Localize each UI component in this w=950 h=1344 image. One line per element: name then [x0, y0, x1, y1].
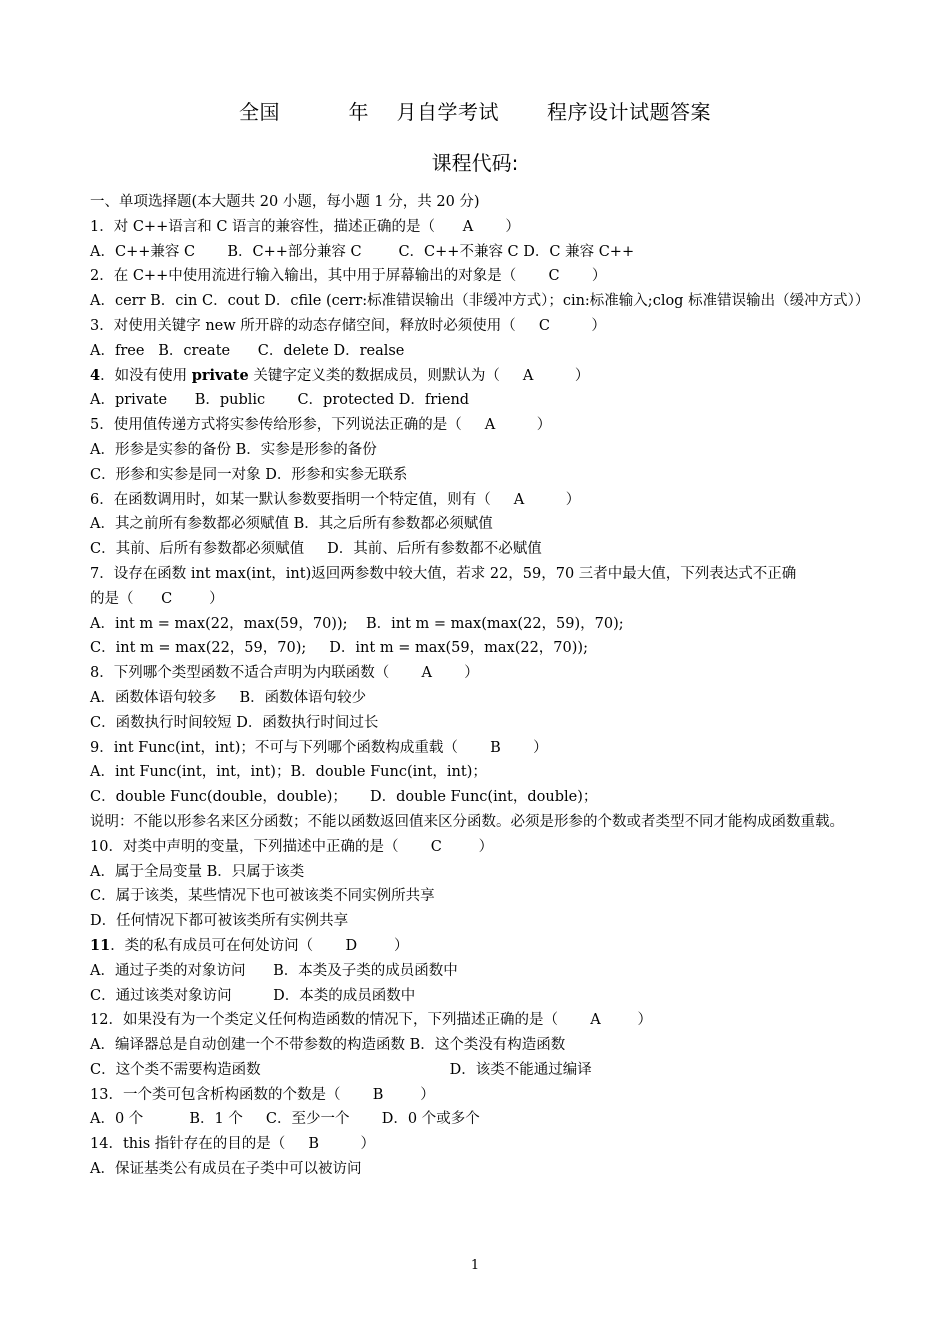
- question-5-options-cd: C．形参和实参是同一对象 D．形参和实参无联系: [90, 466, 408, 483]
- question-13-options: A．0 个 B．1 个 C．至少一个 D．0 个或多个: [90, 1111, 480, 1128]
- question-10-option-c: C．属于该类，某些情况下也可被该类不同实例所共享: [90, 888, 435, 905]
- question-10-options-ab: A．属于全局变量 B．只属于该类: [90, 863, 305, 880]
- question-8-options-cd: C．函数执行时间较短 D．函数执行时间过长: [90, 714, 379, 731]
- question-9-stem: 9．int Func(int，int)；不可与下列哪个函数构成重载（ B ）: [90, 739, 548, 756]
- question-9-options-ab: A．int Func(int，int，int)；B．double Func(int，int)；: [90, 764, 487, 781]
- page-number: 1: [470, 1258, 480, 1273]
- question-6-options-ab: A．其之前所有参数都必须赋值 B．其之后所有参数都必须赋值: [90, 516, 493, 533]
- question-4-keyword: private: [191, 366, 249, 384]
- question-14-option-a: A．保证基类公有成员在子类中可以被访问: [90, 1161, 362, 1178]
- section-heading: 一、单项选择题(本大题共 20 小题，每小题 1 分，共 20 分): [90, 194, 480, 210]
- question-4-stem-post: 关键字定义类的数据成员，则默认为（ A ）: [248, 367, 590, 384]
- question-12-options-cd: C．这个类不需要构造函数 D．该类不能通过编译: [90, 1061, 592, 1078]
- question-11-stem: [90, 934, 936, 959]
- question-2-stem: 2．在 C++中使用流进行输入输出，其中用于屏幕输出的对象是（ C ）: [90, 268, 607, 285]
- question-6-options-cd: C．其前、后所有参数都必须赋值 D．其前、后所有参数都不必赋值: [90, 541, 542, 558]
- exam-body: [90, 190, 936, 1182]
- question-7-options-cd: C．int m = max(22，59，70); D．int m = max(59，max(22，70));: [90, 640, 588, 657]
- question-11-options-ab: A．通过子类的对象访问 B．本类及子类的成员函数中: [90, 962, 458, 979]
- question-7-stem-line1: 7．设存在函数 int max(int，int)返回两参数中较大值，若求 22，59，70 三者中最大值，下列表达式不正确: [90, 565, 797, 582]
- question-11-number: 11: [90, 936, 111, 954]
- question-4-number: 4: [90, 366, 101, 384]
- question-5-options-ab: A．形参是实参的备份 B．实参是形参的备份: [90, 441, 377, 458]
- question-10-option-d: D．任何情况下都可被该类所有实例共享: [90, 913, 349, 930]
- question-2-options: A．cerr B．cin C．cout D．cfile (cerr:标准错误输出（非缓冲方式）；cin:标准输入;clog 标准错误输出（缓冲方式））: [90, 293, 870, 310]
- question-14-stem: 14．this 指针存在的目的是（ B ）: [90, 1136, 375, 1153]
- question-5-stem: 5．使用值传递方式将实参传给形参，下列说法正确的是（ A ）: [90, 417, 552, 434]
- question-1-stem: 1．对 C++语言和 C 语言的兼容性，描述正确的是（ A ）: [90, 218, 520, 235]
- question-12-options-ab: A．编译器总是自动创建一个不带参数的构造函数 B．这个类没有构造函数: [90, 1037, 566, 1054]
- course-code-label: 课程代码:: [431, 151, 519, 175]
- question-11-options-cd: C．通过该类对象访问 D．本类的成员函数中: [90, 987, 416, 1004]
- question-6-stem: 6．在函数调用时，如某一默认参数要指明一个特定值，则有（ A ）: [90, 491, 581, 508]
- question-3-stem: 3．对使用关键字 new 所开辟的动态存储空间，释放时必须使用（ C ）: [90, 317, 606, 334]
- question-1-options: A．C++兼容 C B．C++部分兼容 C C．C++不兼容 C D．C 兼容 C++: [90, 243, 635, 260]
- question-3-options: A．free B．create C．delete D．realse: [90, 342, 405, 359]
- question-4-stem-pre: ．如没有使用: [100, 367, 192, 384]
- question-9-options-cd: C．double Func(double，double)； D．double Func(int，double)；: [90, 789, 598, 806]
- question-4-options: A．private B．public C．protected D．friend: [90, 392, 470, 409]
- page-title: 全国 年 月自学考试 程序设计试题答案: [238, 100, 711, 124]
- question-12-stem: 12．如果没有为一个类定义任何构造函数的情况下，下列描述正确的是（ A ）: [90, 1012, 653, 1029]
- question-7-stem-line2: 的是（ C ）: [90, 590, 224, 607]
- question-8-stem: 8．下列哪个类型函数不适合声明为内联函数（ A ）: [90, 665, 479, 682]
- question-10-stem: 10．对类中声明的变量，下列描述中正确的是（ C ）: [90, 838, 494, 855]
- question-9-note: 说明：不能以形参名来区分函数；不能以函数返回值来区分函数。必须是形参的个数或者类型不同才能构成函数重载。: [90, 813, 844, 830]
- question-11-stem-rest: ．类的私有成员可在何处访问（ D ）: [110, 937, 409, 954]
- question-4-stem: [90, 364, 936, 389]
- question-8-options-ab: A．函数体语句较多 B．函数体语句较少: [90, 689, 367, 706]
- question-7-options-ab: A．int m = max(22，max(59，70)); B．int m = max(max(22，59)，70);: [90, 615, 624, 632]
- question-13-stem: 13．一个类可包含析构函数的个数是（ B ）: [90, 1086, 435, 1103]
